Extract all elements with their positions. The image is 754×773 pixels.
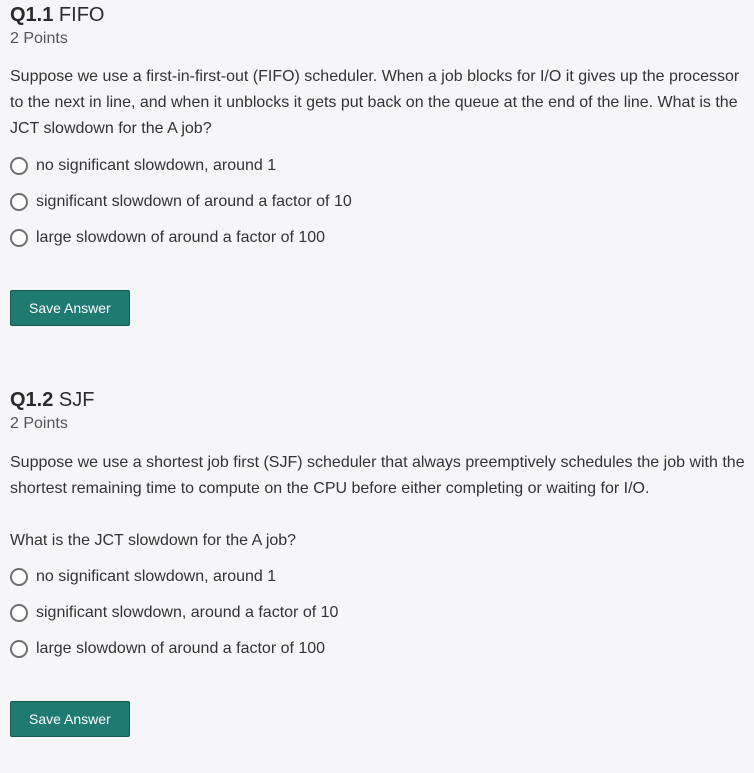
answer-option-3[interactable]	[10, 631, 746, 667]
answer-option-1[interactable]	[10, 559, 746, 595]
answer-option-label: large slowdown of around a factor of 100	[36, 229, 326, 246]
answer-option-label: significant slowdown of around a factor of 10	[36, 193, 352, 210]
question-name: FIFO	[58, 4, 105, 26]
question-q1-1	[10, 3, 746, 326]
radio-button-icon[interactable]	[10, 157, 28, 175]
question-points: 2 Points	[10, 415, 68, 432]
question-title	[10, 3, 746, 27]
question-text: Suppose we use a shortest job first (SJF) scheduler that always preemptively schedules the job with the shortest remaining time to compute on the CPU before either completing or waiting for I/O.	[10, 454, 745, 497]
question-title	[10, 388, 746, 412]
answer-option-label: significant slowdown, around a factor of 10	[36, 604, 339, 621]
question-number: Q1.2	[10, 389, 54, 411]
question-points: 2 Points	[10, 30, 68, 47]
answer-option-2[interactable]	[10, 184, 746, 220]
save-answer-button[interactable]: Save Answer	[10, 701, 130, 737]
question-number: Q1.1	[10, 4, 54, 26]
question-prompt: What is the JCT slowdown for the A job?	[10, 532, 297, 549]
answer-option-label: large slowdown of around a factor of 100	[36, 640, 326, 657]
radio-button-icon[interactable]	[10, 193, 28, 211]
answer-option-label: no significant slowdown, around 1	[36, 157, 277, 174]
answer-option-3[interactable]	[10, 220, 746, 256]
question-q1-2	[10, 388, 746, 737]
radio-button-icon[interactable]	[10, 640, 28, 658]
save-answer-button[interactable]: Save Answer	[10, 290, 130, 326]
answer-option-2[interactable]	[10, 595, 746, 631]
answer-option-1[interactable]	[10, 148, 746, 184]
radio-button-icon[interactable]	[10, 229, 28, 247]
radio-button-icon[interactable]	[10, 604, 28, 622]
answer-options	[10, 148, 746, 256]
radio-button-icon[interactable]	[10, 568, 28, 586]
question-text: Suppose we use a first-in-first-out (FIFO) scheduler. When a job blocks for I/O it gives up the processor to the next in line, and when it unblocks it gets put back on the queue at the end of the line. What is the JCT slowdown for the A job?	[10, 68, 740, 137]
answer-options	[10, 559, 746, 667]
question-name: SJF	[58, 389, 95, 411]
answer-option-label: no significant slowdown, around 1	[36, 568, 277, 585]
